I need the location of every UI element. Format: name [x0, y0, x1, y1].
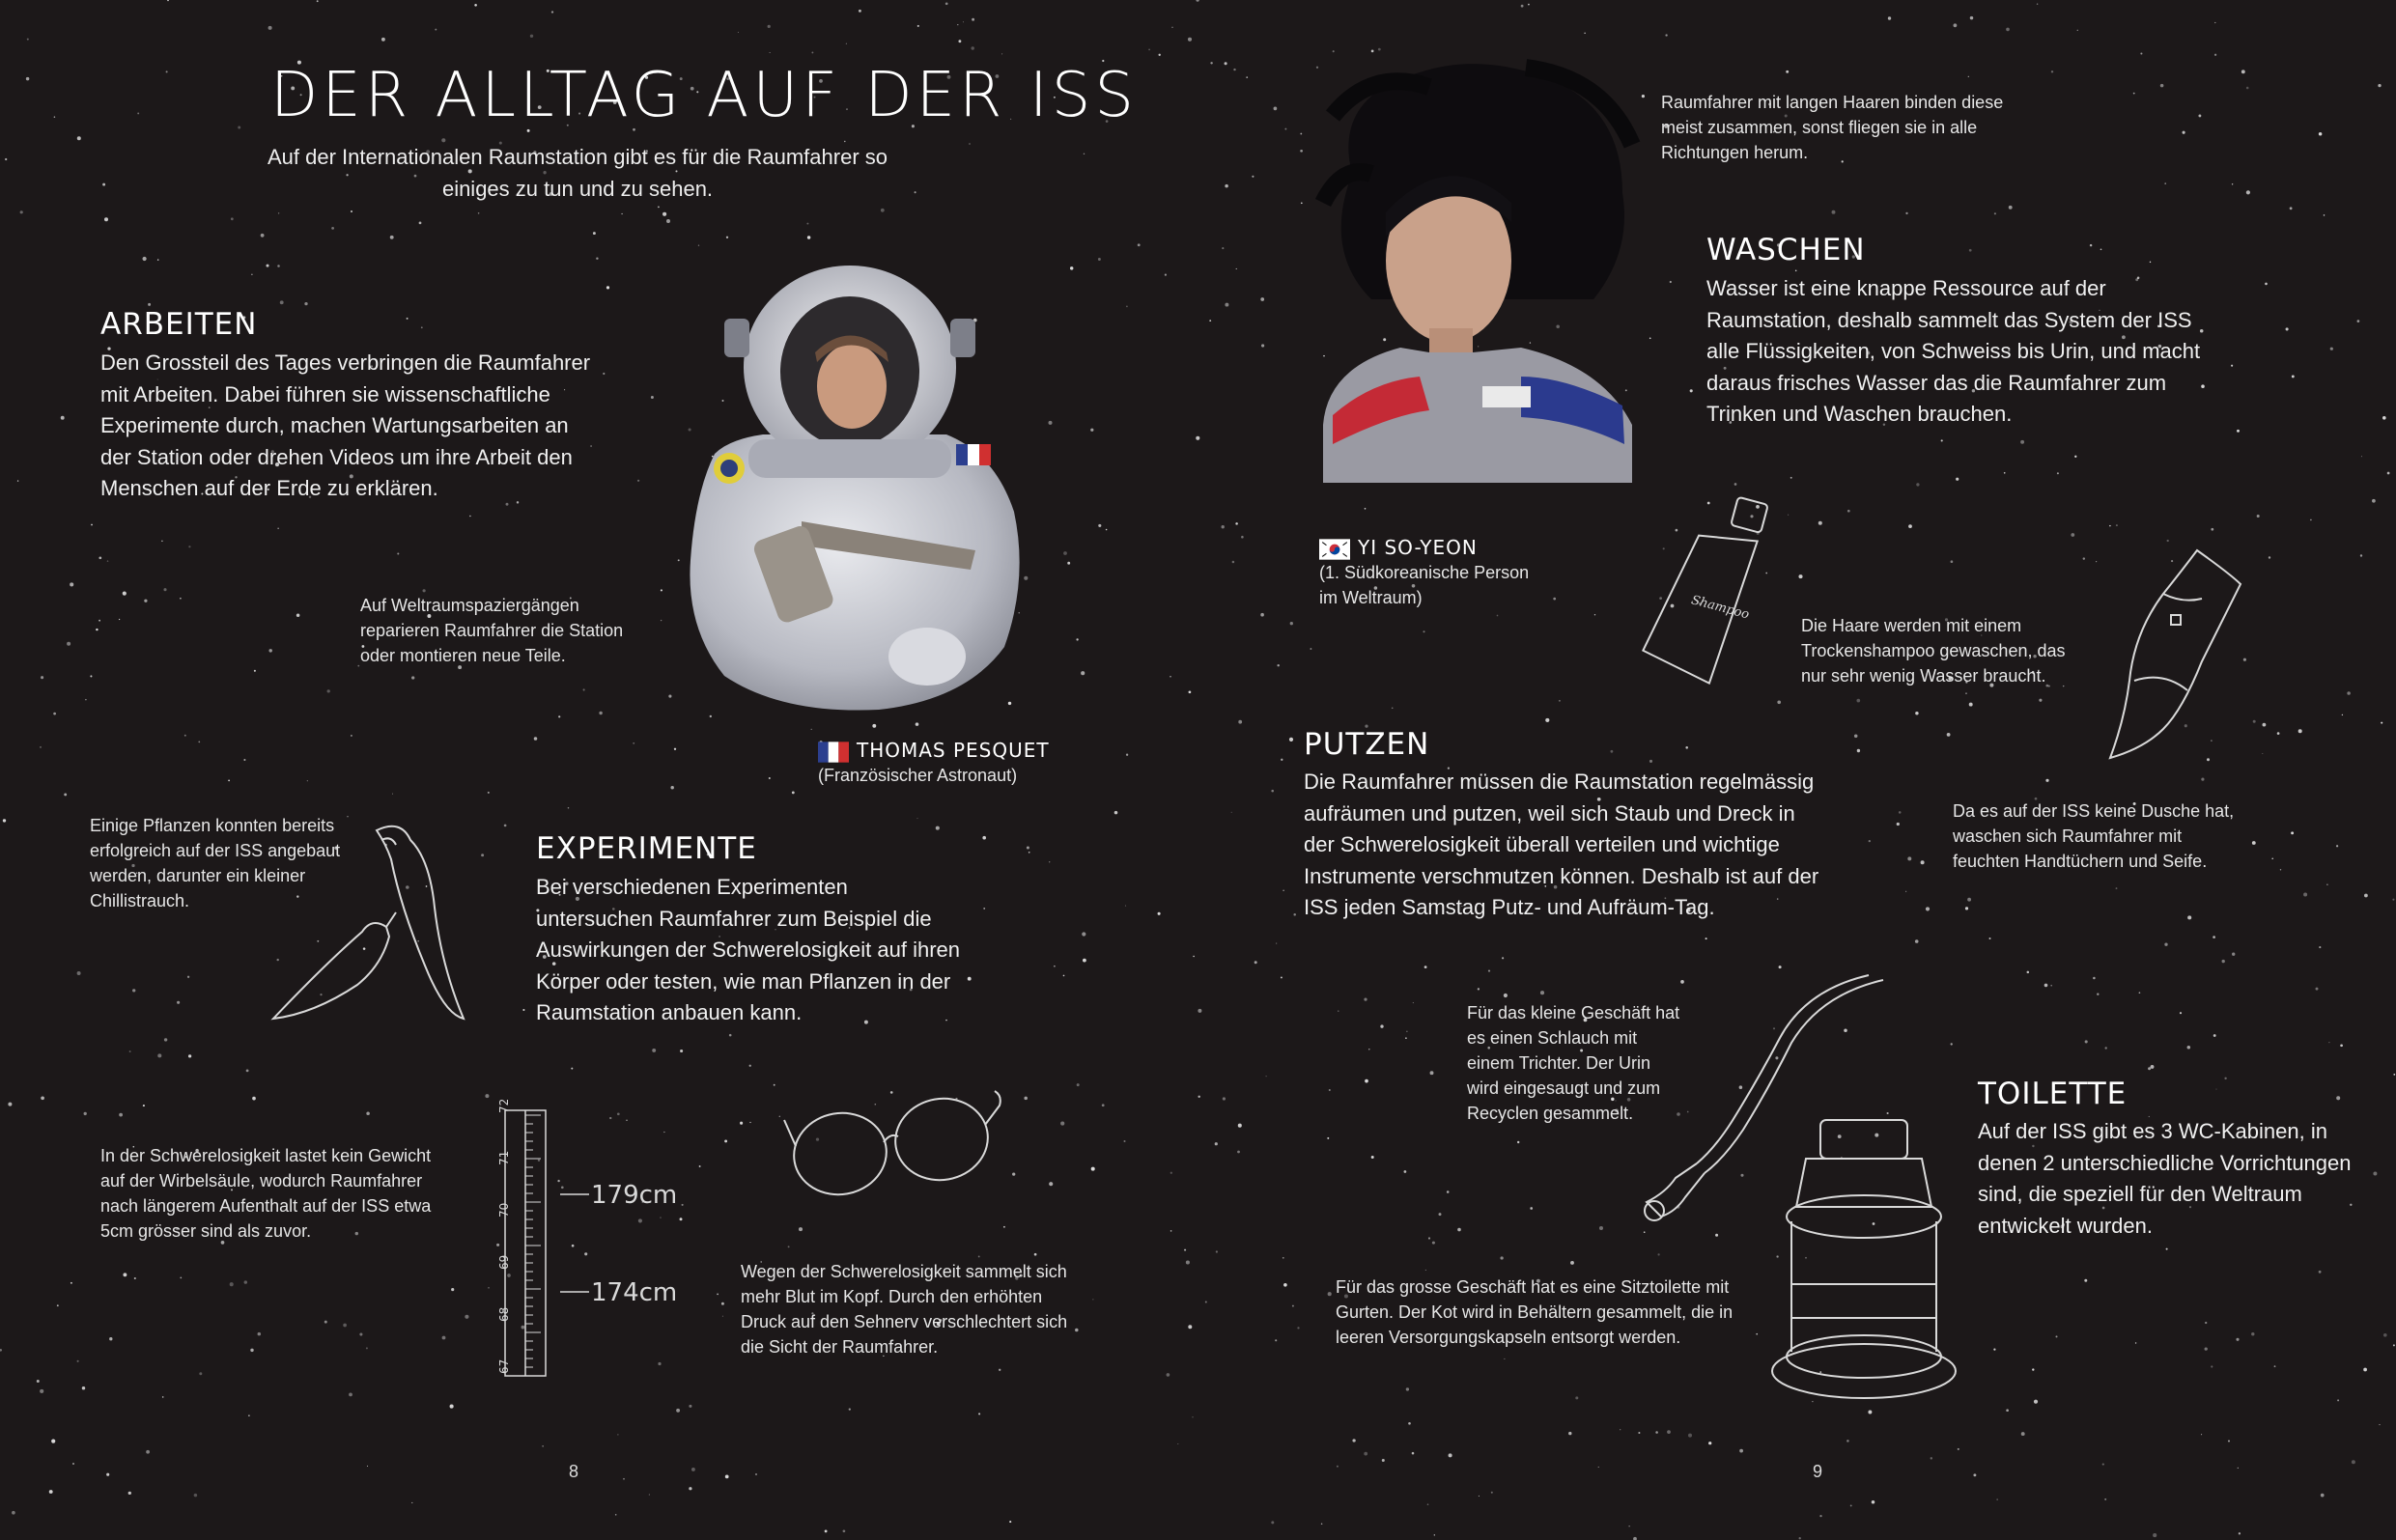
ruler-tick-label: 69 — [497, 1254, 511, 1270]
plants-note: Einige Pflanzen konnten bereits erfolgreich auf der ISS angebaut werden, darunter ein kleiner Chillistrauch. — [90, 816, 341, 910]
experimente-heading: EXPERIMENTE — [536, 831, 757, 866]
putzen-heading: PUTZEN — [1304, 727, 1430, 762]
spacewalk-note: Auf Weltraumspaziergängen reparieren Raumfahrer die Station oder montieren neue Teile. — [360, 596, 624, 665]
ruler-tick-label: 71 — [497, 1150, 511, 1165]
waschen-text: Wasser ist eine knappe Ressource auf der Raumstation, deshalb sammelt das System der ISS alle Flüssigkeiten, von Schweiss bis Urin, und macht daraus frisches Wasser das die Raumfahrer zum Trinken und Waschen brauchen. — [1706, 276, 2201, 426]
hose-note: Für das kleine Geschäft hat es einen Schlauch mit einem Trichter. Der Urin wird eingesaugt und zum Recyclen gesammelt. — [1467, 1003, 1680, 1123]
ruler-tick-label: 68 — [497, 1306, 511, 1322]
astronaut-yi-soyeon-caption — [1319, 536, 1551, 610]
page-subtitle: Auf der Internationalen Raumstation gibt es für die Raumfahrer so einiges zu tun und zu sehen. — [267, 145, 888, 201]
towel-note: Da es auf der ISS keine Dusche hat, waschen sich Raumfahrer mit feuchten Handtüchern und Seife. — [1953, 801, 2235, 871]
page-title: DER ALLTAG AUF DER ISS — [270, 60, 1138, 131]
space-toilet-drawing — [1767, 1110, 1960, 1400]
chili-pepper-drawing — [266, 821, 493, 1033]
toilette-heading: TOILETTE — [1978, 1077, 2128, 1111]
south-korea-flag-icon — [1319, 539, 1350, 560]
astronaut-yi-soyeon-name: YI SO-YEON — [1358, 536, 1478, 559]
astronaut-pesquet-name: THOMAS PESQUET — [857, 739, 1050, 762]
ruler-tick-label: 72 — [497, 1098, 511, 1113]
ruler-label-174: 174cm — [591, 1278, 678, 1307]
shampoo-label: Shampoo — [1689, 593, 1751, 623]
toilet-note: Für das grosse Geschäft hat es eine Sitztoilette mit Gurten. Der Kot wird in Behältern gesammelt, die in leeren Versorgungskapseln entsorgt werden. — [1336, 1277, 1734, 1347]
eyes-note: Wegen der Schwerelosigkeit sammelt sich mehr Blut im Kopf. Durch den erhöhten Druck auf den Sehnerv verschlechtert sich die Sicht der Raumfahrer. — [741, 1262, 1068, 1357]
ruler-tick-label: 67 — [497, 1358, 511, 1374]
height-ruler-drawing — [493, 1098, 686, 1381]
ruler-tick-label: 70 — [497, 1202, 511, 1218]
waschen-heading: WASCHEN — [1706, 233, 1866, 267]
putzen-text: Die Raumfahrer müssen die Raumstation regelmässig aufräumen und putzen, weil sich Staub und Dreck in der Schwerelosigkeit überall verteilen und wichtige Instrumente verschmutzen können. Deshalb ist auf der ISS jeden Samstag Putz- und Aufräum-Tag. — [1304, 770, 1819, 919]
astronaut-pesquet-role: (Französischer Astronaut) — [818, 765, 1018, 785]
shampoo-note: Die Haare werden mit einem Trockenshampoo gewaschen, das nur sehr wenig Wasser braucht. — [1801, 616, 2066, 686]
astronaut-pesquet-illustration — [657, 261, 1043, 714]
shampoo-bottle-drawing — [1651, 492, 1796, 686]
towel-drawing — [2105, 546, 2245, 763]
page-number-right: 9 — [1813, 1462, 1823, 1481]
glasses-drawing — [782, 1086, 1004, 1217]
france-flag-icon — [818, 742, 849, 763]
astronaut-yi-soyeon-illustration — [1313, 58, 1642, 502]
arbeiten-heading: ARBEITEN — [100, 307, 258, 342]
spine-note: In der Schwerelosigkeit lastet kein Gewicht auf der Wirbelsäule, wodurch Raumfahrer nach längerem Aufenthalt auf der ISS etwa 5cm grösser sind als zuvor. — [100, 1146, 432, 1241]
astronaut-yi-soyeon-role: (1. Südkoreanische Person im Weltraum) — [1319, 562, 1530, 607]
arbeiten-text: Den Grossteil des Tages verbringen die Raumfahrer mit Arbeiten. Dabei führen sie wissenschaftliche Experimente durch, machen Wartungsarbeiten an der Station oder drehen Videos um ihre Arbeit den Menschen auf der Erde zu erklären. — [100, 350, 591, 500]
ruler-label-179: 179cm — [591, 1181, 678, 1210]
experimente-text: Bei verschiedenen Experimenten untersuchen Raumfahrer zum Beispiel die Auswirkungen der Schwerelosigkeit auf ihren Körper oder testen, wie man Pflanzen in der Raumstation anbauen kann. — [536, 875, 961, 1024]
toilette-text: Auf der ISS gibt es 3 WC-Kabinen, in denen 2 unterschiedliche Vorrichtungen sind, die speziell für den Weltraum entwickelt wurden. — [1978, 1119, 2352, 1238]
hair-note: Raumfahrer mit langen Haaren binden diese meist zusammen, sonst fliegen sie in alle Richtungen herum. — [1661, 93, 2004, 162]
name-tag-icon — [1482, 386, 1531, 407]
page-number-left: 8 — [569, 1462, 579, 1481]
astronaut-pesquet-caption — [818, 739, 1050, 788]
